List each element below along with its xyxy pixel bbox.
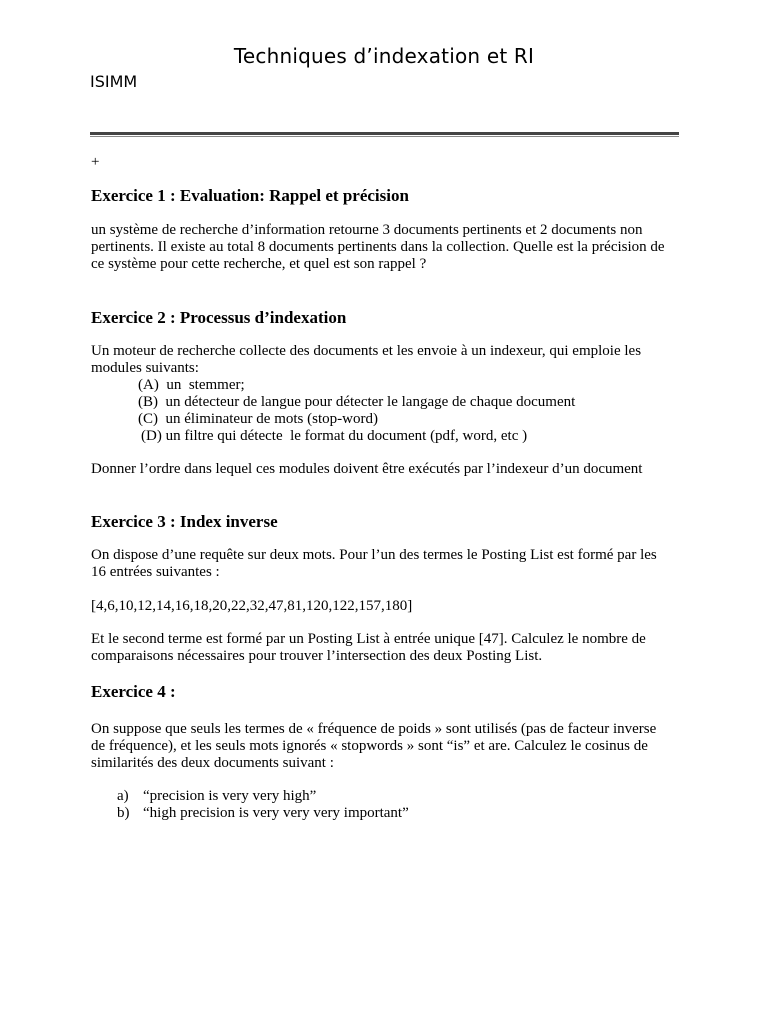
module-item-a: (A) un stemmer;: [138, 377, 245, 393]
module-item-d: (D) un filtre qui détecte le format du document (pdf, word, etc ): [141, 428, 528, 444]
document-text: “high precision is very very very important”: [143, 805, 409, 821]
exercise-1-text: [91, 222, 671, 273]
exercise-1-heading: Exercice 1 : Evaluation: Rappel et précision: [91, 186, 409, 205]
document-item-a: [117, 788, 409, 805]
exercise-3-heading: Exercice 3 : Index inverse: [91, 512, 278, 531]
document-text: “precision is very very high”: [143, 788, 317, 804]
exercise-4-heading: Exercice 4 :: [91, 682, 176, 701]
header-rule-thin: [90, 136, 679, 137]
document-label: b): [117, 805, 130, 821]
module-list: [138, 377, 575, 445]
exercise-3-intro: [91, 547, 671, 581]
exercise-3-intro-text: On dispose d’une requête sur deux mots. Pour l’un des termes le Posting List est formé par les 16 entrées suivantes :: [91, 547, 657, 580]
exercise-4-text: [91, 721, 671, 772]
exercise-2-question-text: Donner l’ordre dans lequel ces modules doivent être exécutés par l’indexeur d’un document: [91, 461, 643, 477]
plus-sign: +: [91, 154, 100, 170]
document-title: Techniques d’indexation et RI: [233, 44, 535, 68]
module-item-b: (B) un détecteur de langue pour détecter le langage de chaque document: [138, 394, 576, 410]
exercise-2-intro: [91, 343, 671, 377]
document-label: a): [117, 788, 129, 804]
header-rule: [90, 132, 679, 135]
exercise-2-intro-text: Un moteur de recherche collecte des documents et les envoie à un indexeur, qui emploie les modules suivants:: [91, 343, 642, 376]
module-item-c: (C) un éliminateur de mots (stop-word): [138, 411, 378, 427]
exercise-3-question: [91, 631, 671, 665]
exercise-1-paragraph: un système de recherche d’information retourne 3 documents pertinents et 2 documents non pertinents. Il existe au total 8 documents pertinents dans la collection. Quelle est la précision de ce système pour cette recherche, et quel est son rappel ?: [91, 222, 665, 272]
exercise-2-heading: Exercice 2 : Processus d’indexation: [91, 308, 347, 327]
exercise-2-question: [91, 461, 671, 478]
posting-list: [4,6,10,12,14,16,18,20,22,32,47,81,120,122,157,180]: [91, 598, 413, 614]
exercise-3-question-text: Et le second terme est formé par un Posting List à entrée unique [47]. Calculez le nombre de comparaisons nécessaires pour trouver l’intersection des deux Posting List.: [91, 631, 646, 664]
document-list: [117, 788, 409, 822]
exercise-4-paragraph: On suppose que seuls les termes de « fréquence de poids » sont utilisés (pas de facteur inverse de fréquence), et les seuls mots ignorés « stopwords » sont “is” et are. Calculez le cosinus de similarités des deux documents suivant :: [91, 721, 657, 771]
institution-name: ISIMM: [90, 72, 138, 91]
document-item-b: [117, 805, 409, 822]
